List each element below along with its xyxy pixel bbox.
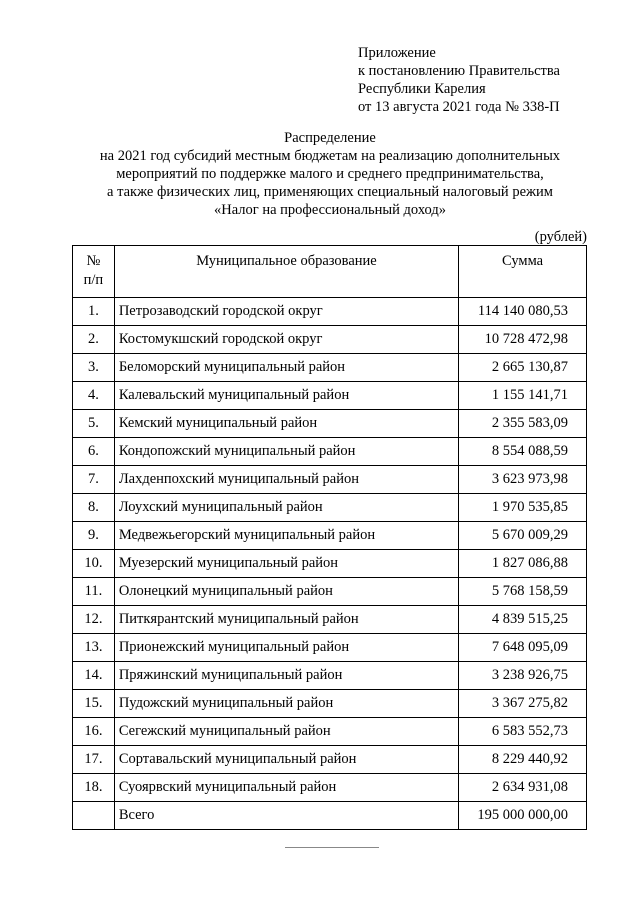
total-row xyxy=(73,802,587,830)
row-number: 17. xyxy=(73,746,115,774)
row-number: 18. xyxy=(73,774,115,802)
row-sum: 2 665 130,87 xyxy=(459,354,587,382)
row-municipality: Костомукшский городской округ xyxy=(114,326,458,354)
table-row xyxy=(73,382,587,410)
row-sum: 1 155 141,71 xyxy=(459,382,587,410)
row-number: 15. xyxy=(73,690,115,718)
row-municipality: Медвежьегорский муниципальный район xyxy=(114,522,458,550)
row-number: 12. xyxy=(73,606,115,634)
row-number: 14. xyxy=(73,662,115,690)
units-label: (рублей) xyxy=(534,229,587,245)
row-municipality: Прионежский муниципальный район xyxy=(114,634,458,662)
row-number: 5. xyxy=(73,410,115,438)
total-num xyxy=(73,802,115,830)
appendix-header xyxy=(358,44,560,116)
row-sum: 5 670 009,29 xyxy=(459,522,587,550)
row-municipality: Калевальский муниципальный район xyxy=(114,382,458,410)
table-body xyxy=(73,298,587,830)
row-number: 2. xyxy=(73,326,115,354)
row-sum: 8 229 440,92 xyxy=(459,746,587,774)
row-sum: 1 827 086,88 xyxy=(459,550,587,578)
row-municipality: Петрозаводский городской округ xyxy=(114,298,458,326)
row-sum: 6 583 552,73 xyxy=(459,718,587,746)
table-row xyxy=(73,718,587,746)
row-municipality: Лахденпохский муниципальный район xyxy=(114,466,458,494)
header-sum: Сумма xyxy=(459,246,587,298)
table-row xyxy=(73,746,587,774)
row-municipality: Суоярвский муниципальный район xyxy=(114,774,458,802)
row-number: 9. xyxy=(73,522,115,550)
title-line-5: «Налог на профессиональный доход» xyxy=(214,202,446,218)
table-row xyxy=(73,326,587,354)
header-number-abbrev: п/п xyxy=(83,272,104,288)
table-row xyxy=(73,634,587,662)
row-number: 13. xyxy=(73,634,115,662)
row-municipality: Олонецкий муниципальный район xyxy=(114,578,458,606)
appendix-line-1: Приложение xyxy=(358,45,436,61)
row-municipality: Лоухский муниципальный район xyxy=(114,494,458,522)
row-municipality: Кемский муниципальный район xyxy=(114,410,458,438)
table-row xyxy=(73,438,587,466)
title-line-1: Распределение xyxy=(284,130,376,146)
table-row xyxy=(73,354,587,382)
title-line-2: на 2021 год субсидий местным бюджетам на реализацию дополнительных xyxy=(99,148,561,164)
table-row xyxy=(73,690,587,718)
row-number: 6. xyxy=(73,438,115,466)
row-sum: 3 238 926,75 xyxy=(459,662,587,690)
header-number xyxy=(73,246,115,298)
row-municipality: Питкярантский муниципальный район xyxy=(114,606,458,634)
row-sum: 8 554 088,59 xyxy=(459,438,587,466)
row-sum: 3 367 275,82 xyxy=(459,690,587,718)
footer-divider xyxy=(285,847,379,848)
row-municipality: Сортавальский муниципальный район xyxy=(114,746,458,774)
appendix-line-4: от 13 августа 2021 года № 338-П xyxy=(358,99,560,115)
row-sum: 1 970 535,85 xyxy=(459,494,587,522)
table-row xyxy=(73,774,587,802)
table-row xyxy=(73,494,587,522)
table-row xyxy=(73,410,587,438)
row-number: 11. xyxy=(73,578,115,606)
row-municipality: Пудожский муниципальный район xyxy=(114,690,458,718)
row-sum: 3 623 973,98 xyxy=(459,466,587,494)
row-municipality: Беломорский муниципальный район xyxy=(114,354,458,382)
distribution-table xyxy=(72,245,587,830)
row-municipality: Кондопожский муниципальный район xyxy=(114,438,458,466)
total-sum: 195 000 000,00 xyxy=(459,802,587,830)
appendix-line-2: к постановлению Правительства xyxy=(358,63,560,79)
row-sum: 114 140 080,53 xyxy=(459,298,587,326)
row-sum: 2 355 583,09 xyxy=(459,410,587,438)
row-number: 4. xyxy=(73,382,115,410)
row-number: 3. xyxy=(73,354,115,382)
table-row xyxy=(73,298,587,326)
row-sum: 7 648 095,09 xyxy=(459,634,587,662)
table-row xyxy=(73,606,587,634)
row-sum: 2 634 931,08 xyxy=(459,774,587,802)
row-number: 16. xyxy=(73,718,115,746)
row-municipality: Сегежский муниципальный район xyxy=(114,718,458,746)
row-municipality: Муезерский муниципальный район xyxy=(114,550,458,578)
row-number: 10. xyxy=(73,550,115,578)
row-sum: 4 839 515,25 xyxy=(459,606,587,634)
appendix-line-3: Республики Карелия xyxy=(358,81,486,97)
table-row xyxy=(73,578,587,606)
row-number: 8. xyxy=(73,494,115,522)
table-row xyxy=(73,522,587,550)
table-row xyxy=(73,466,587,494)
total-name: Всего xyxy=(114,802,458,830)
table-header-row xyxy=(73,246,587,298)
document-title xyxy=(60,129,600,219)
row-number: 1. xyxy=(73,298,115,326)
row-sum: 5 768 158,59 xyxy=(459,578,587,606)
header-municipality: Муниципальное образование xyxy=(114,246,458,298)
row-municipality: Пряжинский муниципальный район xyxy=(114,662,458,690)
title-line-4: а также физических лиц, применяющих специальный налоговый режим xyxy=(107,184,553,200)
header-number-sign: № xyxy=(86,253,101,269)
table-row xyxy=(73,550,587,578)
row-number: 7. xyxy=(73,466,115,494)
table-row xyxy=(73,662,587,690)
title-line-3: мероприятий по поддержке малого и среднего предпринимательства, xyxy=(116,166,544,182)
row-sum: 10 728 472,98 xyxy=(459,326,587,354)
